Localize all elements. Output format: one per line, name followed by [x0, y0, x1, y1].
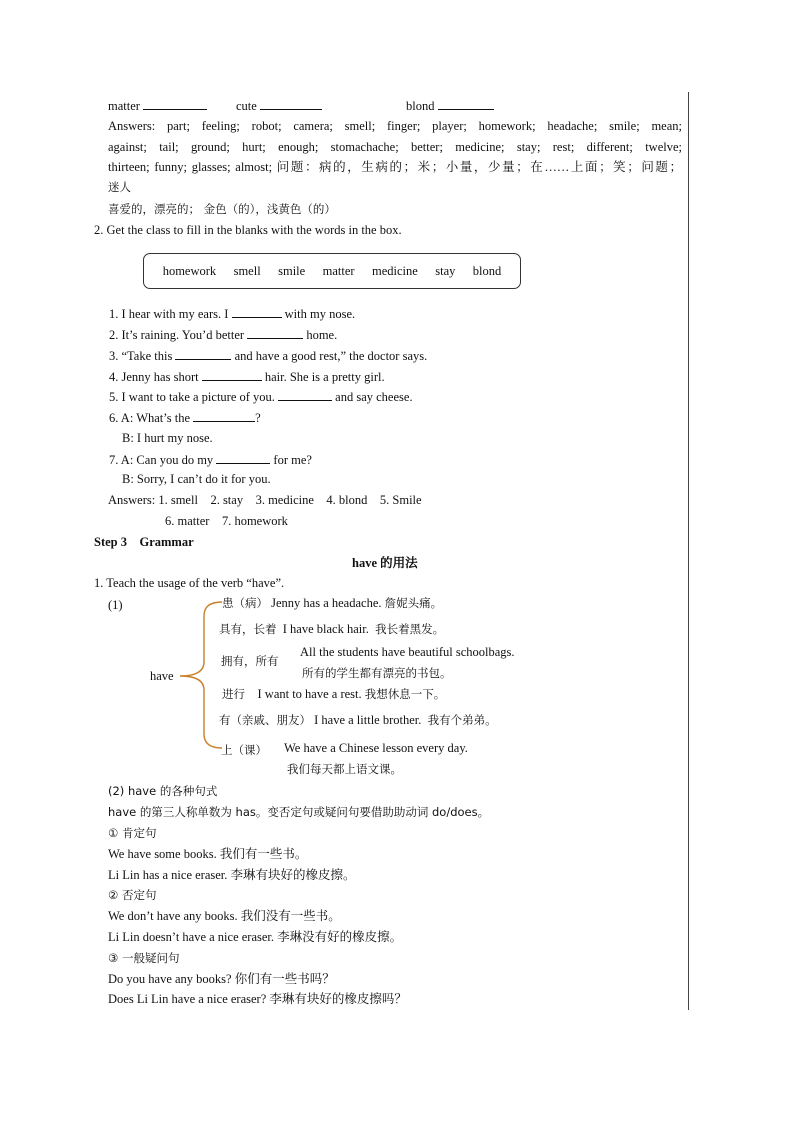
word-box: [143, 253, 521, 289]
usage-3-tr: 所有的学生都有漂亮的书包。: [302, 666, 452, 680]
usage-2: 具有，长着 I have black hair. 我长着黑发。: [219, 622, 445, 636]
sentence-2: 2. It’s raining. You’d better home.: [109, 328, 338, 342]
blank-blond: [406, 97, 494, 114]
word-box-item: matter: [322, 263, 355, 278]
task-2-instruction: 2. Get the class to fill in the blanks with the words in the box.: [94, 223, 402, 237]
usage-1: 患（病） Jenny has a headache. 詹妮头痛。: [222, 596, 443, 610]
word-box-item: smile: [278, 263, 306, 278]
have-usage-title: have 的用法: [352, 556, 418, 570]
blank-matter: [108, 97, 207, 114]
negative-heading: ② 否定句: [108, 888, 157, 902]
brace-icon: [176, 596, 226, 756]
word-box-item: stay: [435, 263, 456, 278]
sentence-4: 4. Jenny has short hair. She is a pretty girl.: [109, 370, 385, 384]
answers-line-3: thirteen; funny; glasses; almost; 问题：病的，生病的；米；小量，少量；在……上面；笑；问题；: [108, 160, 682, 174]
negative-example-1: We don’t have any books. 我们没有一些书。: [108, 909, 341, 923]
part-2-intro: have 的第三人称单数为 has。变否定句或疑问句要借助助动词 do/does。: [108, 805, 490, 819]
usage-6-tr: 我们每天都上语文课。: [287, 762, 402, 776]
answers-line-2: against; tail; ground; hurt; enough; stomachache; better; medicine; stay; rest; different; twelve;: [108, 140, 682, 154]
question-example-1: Do you have any books? 你们有一些书吗？: [108, 972, 335, 986]
affirmative-heading: ① 肯定句: [108, 826, 157, 840]
answers-line-5: 喜爱的，漂亮的； 金色（的），浅黄色（的）: [108, 202, 336, 216]
part-2-heading: (2) have 的各种句式: [108, 784, 218, 798]
teach-instruction: 1. Teach the usage of the verb “have”.: [94, 576, 285, 590]
part-1-label: (1): [108, 598, 123, 612]
word-blond: blond: [406, 99, 435, 113]
sentence-6a: 6. A: What’s the ?: [109, 411, 261, 425]
word-box-item: medicine: [371, 263, 418, 278]
word-matter: matter: [108, 99, 140, 113]
fill-blank: [438, 97, 494, 110]
affirmative-example-2: Li Lin has a nice eraser. 李琳有块好的橡皮擦。: [108, 868, 356, 882]
usage-4: 进行 I want to have a rest. 我想休息一下。: [222, 687, 446, 701]
sentence-6b: B: I hurt my nose.: [122, 431, 213, 445]
sentence-5: 5. I want to take a picture of you. and say cheese.: [109, 390, 413, 404]
have-word: have: [150, 669, 174, 683]
step-3-heading: Step 3 Grammar: [94, 535, 194, 549]
question-example-2: Does Li Lin have a nice eraser? 李琳有块好的橡皮擦吗？: [108, 992, 407, 1006]
word-box-item: blond: [472, 263, 502, 278]
usage-3-en: All the students have beautiful schoolbags.: [300, 645, 515, 659]
answers-line-1: Answers: part; feeling; robot; camera; smell; finger; player; homework; headache; smile; mean;: [108, 119, 682, 133]
sentence-1: 1. I hear with my ears. I with my nose.: [109, 307, 356, 321]
fill-blank: [260, 97, 322, 110]
negative-example-2: Li Lin doesn’t have a nice eraser. 李琳没有好的橡皮擦。: [108, 930, 403, 944]
usage-6-en: We have a Chinese lesson every day.: [284, 741, 468, 755]
answers-2-line-2: 6. matter 7. homework: [165, 514, 288, 528]
usage-3-label: 拥有，所有: [221, 654, 279, 668]
fill-blank: [143, 97, 207, 110]
usage-5: 有（亲戚、朋友） I have a little brother. 我有个弟弟。: [219, 713, 497, 727]
usage-6-label: 上（课）: [221, 743, 267, 757]
word-box-item: smell: [233, 263, 261, 278]
word-box-item: homework: [162, 263, 217, 278]
sentence-3: 3. “Take this and have a good rest,” the doctor says.: [109, 349, 428, 363]
answers-2-line-1: Answers: 1. smell 2. stay 3. medicine 4. blond 5. Smile: [108, 493, 422, 507]
affirmative-example-1: We have some books. 我们有一些书。: [108, 847, 308, 861]
blank-cute: [236, 97, 322, 114]
word-cute: cute: [236, 99, 257, 113]
answers-line-4: 迷人: [108, 180, 131, 194]
question-heading: ③ 一般疑问句: [108, 951, 180, 965]
sentence-7a: 7. A: Can you do my for me?: [109, 453, 312, 467]
right-border-line: [688, 92, 689, 1010]
sentence-7b: B: Sorry, I can’t do it for you.: [122, 472, 271, 486]
